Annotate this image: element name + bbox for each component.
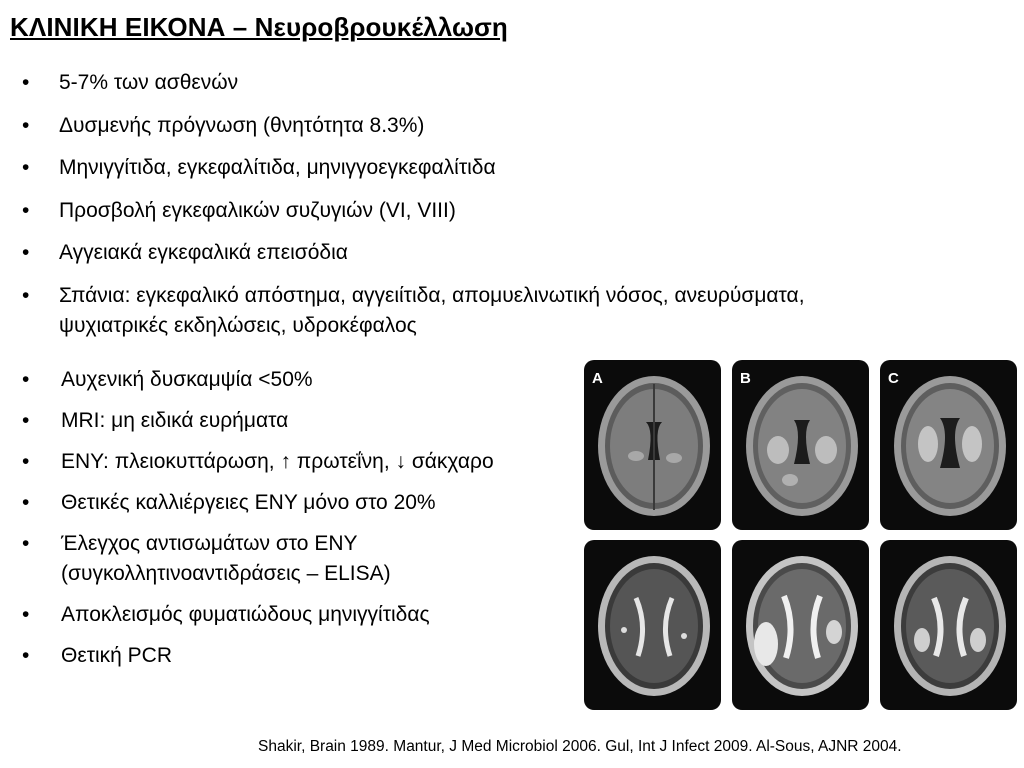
bullet-icon: • xyxy=(22,113,30,137)
brain-scan-icon xyxy=(880,360,1017,530)
list-item xyxy=(22,488,542,518)
mri-panel xyxy=(584,360,721,530)
mri-panel xyxy=(732,360,869,530)
list-item-text: 5-7% των ασθενών xyxy=(59,71,239,94)
list-item-text: Θετικές καλλιέργειες ΕΝΥ μόνο στο 20% xyxy=(61,491,436,514)
list-item-text: ΕΝΥ: πλειοκυττάρωση, ↑ πρωτεΐνη, ↓ σάκχαρο xyxy=(61,450,494,473)
brain-scan-icon xyxy=(732,360,869,530)
list-item-text: Θετική PCR xyxy=(61,644,173,667)
bullet-icon: • xyxy=(22,532,30,555)
mri-panel xyxy=(732,540,869,710)
list-item xyxy=(22,447,542,477)
list-item xyxy=(22,600,542,630)
diagnosis-list xyxy=(22,365,542,682)
list-item-text: Αυχενική δυσκαμψία <50% xyxy=(61,368,313,391)
citation: Shakir, Brain 1989. Mantur, J Med Microbiol 2006. Gul, Int J Infect 2009. Al-Sous, AJNR 2004. xyxy=(258,738,902,755)
brain-scan-icon xyxy=(584,360,721,530)
bullet-icon: • xyxy=(22,603,30,626)
bullet-icon: • xyxy=(22,71,30,94)
brain-scan-icon xyxy=(880,540,1017,710)
list-item xyxy=(22,238,882,268)
list-item-text: Αποκλεισμός φυματιώδους μηνιγγίτιδας xyxy=(61,603,430,626)
list-item xyxy=(22,111,882,141)
clinical-features-list xyxy=(22,68,882,353)
list-item xyxy=(22,365,542,395)
list-item xyxy=(22,281,882,341)
brain-scan-icon xyxy=(732,540,869,710)
mri-panel xyxy=(880,540,1017,710)
bullet-icon: • xyxy=(22,644,30,667)
bullet-icon: • xyxy=(22,450,30,473)
bullet-icon: • xyxy=(22,156,30,179)
list-item xyxy=(22,406,542,436)
bullet-icon: • xyxy=(22,368,30,391)
list-item-text: MRI: μη ειδικά ευρήματα xyxy=(61,409,289,432)
list-item xyxy=(22,153,882,183)
mri-figure xyxy=(584,360,1017,713)
list-item xyxy=(22,529,542,589)
list-item-text: Αγγειακά εγκεφαλικά επεισόδια xyxy=(59,241,348,264)
list-item xyxy=(22,196,882,226)
bullet-icon: • xyxy=(22,409,30,432)
panel-label: A xyxy=(592,370,603,387)
list-item-text: Δυσμενής πρόγνωση (θνητότητα 8.3%) xyxy=(59,113,425,137)
panel-label: B xyxy=(740,370,751,387)
bullet-icon: • xyxy=(22,241,30,264)
bullet-icon: • xyxy=(22,283,30,307)
mri-panel xyxy=(584,540,721,710)
list-item-text: Σπάνια: εγκεφαλικό απόστημα, αγγειίτιδα, απομυελινωτική νόσος, ανευρύσματα, ψυχιατρικές εκδηλώσεις, υδροκέφαλος xyxy=(59,283,805,337)
panel-label: C xyxy=(888,370,899,387)
bullet-icon: • xyxy=(22,491,30,514)
bullet-icon: • xyxy=(22,198,30,222)
list-item-text: Προσβολή εγκεφαλικών συζυγιών (VI, VIII) xyxy=(59,198,456,222)
brain-scan-icon xyxy=(584,540,721,710)
list-item-text: Μηνιγγίτιδα, εγκεφαλίτιδα, μηνιγγοεγκεφαλίτιδα xyxy=(59,156,496,179)
list-item xyxy=(22,68,882,98)
slide-title: ΚΛΙΝΙΚΗ ΕΙΚΟΝΑ – Νευροβρουκέλλωση xyxy=(10,12,508,42)
mri-panel xyxy=(880,360,1017,530)
list-item-text: Έλεγχος αντισωμάτων στο ΕΝΥ (συγκολλητινοαντιδράσεις – ELISA) xyxy=(61,532,391,585)
list-item xyxy=(22,641,542,671)
